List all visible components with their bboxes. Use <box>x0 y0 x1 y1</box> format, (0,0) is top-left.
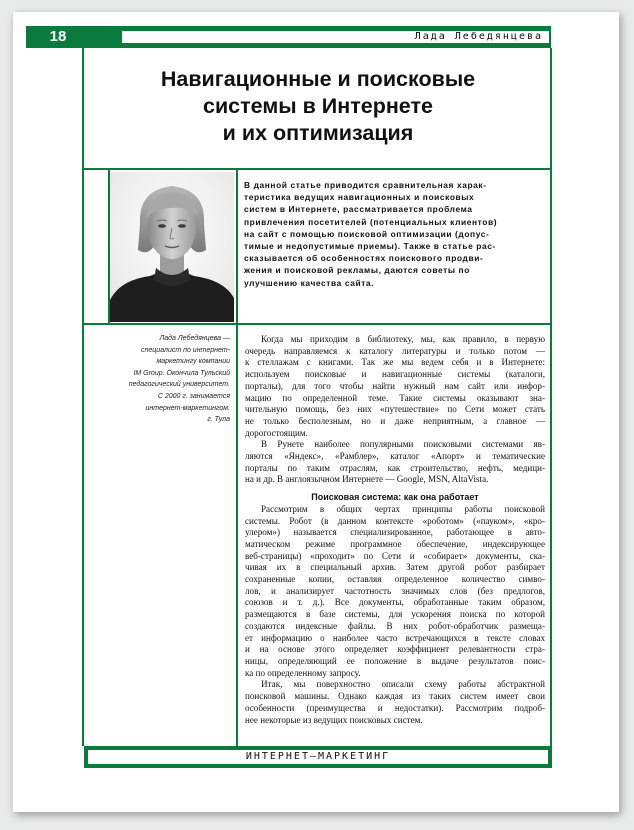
body-line: ляются «Яндекс», «Рамблер», каталог «Апорт» и тематические <box>245 451 545 462</box>
caption-line: специалист по интернет- <box>141 346 230 354</box>
body-line: очередь направляемся к каталогу литературы и только потом — <box>245 345 545 356</box>
abstract-line: систем в Интернете, рассматривается проблема <box>244 204 473 215</box>
author-caption <box>104 333 230 426</box>
author-photo <box>110 172 234 322</box>
title-line: системы в Интернете <box>203 94 433 118</box>
body-line: создаются индексные файлы. В них робот-обработчик размеща- <box>245 620 545 631</box>
body-line: ка по определенному запросу. <box>245 667 361 678</box>
article-abstract <box>244 179 544 289</box>
body-line: поисковой машины. Однако каждая из таких систем имеет свои <box>245 691 545 702</box>
body-line: на и др. В англоязычном Интернете — Google, MSN, AltaVista. <box>245 474 489 485</box>
page-number: 18 <box>49 28 67 45</box>
body-line: ницы, определяющий ее положение в выдаче результатов поис- <box>245 655 545 666</box>
caption-line: г. Тула <box>207 416 230 424</box>
paragraph-intro-2 <box>245 439 545 486</box>
abstract-line: жения и поисковой рекламы, даются советы по <box>244 265 470 276</box>
article-title <box>84 66 552 147</box>
abstract-divider <box>82 323 552 325</box>
caption-line: IM Group. Окончила Тульский <box>133 369 230 377</box>
body-line: сохраненные копии, оставляя определенное количество симво- <box>245 574 545 585</box>
article-body <box>245 334 545 726</box>
body-line: особенности (преимущества и недостатки). Рассмотрим подроб- <box>245 702 545 713</box>
body-line: размещаются в базе системы, для ускорения поиска по которой <box>245 609 545 620</box>
body-line: В Рунете наиболее популярными поисковыми системами яв- <box>261 439 545 450</box>
caption-line: Лада Лебедянцева — <box>159 335 230 342</box>
abstract-line: улучшению качества сайта. <box>244 277 375 288</box>
body-line: матическом режиме программное обеспечение, индексирующее <box>245 538 545 549</box>
body-line: не только бесполезным, но и даже неприятным, а главное — <box>245 415 545 426</box>
paragraph-section-1 <box>245 504 545 680</box>
abstract-line: тимые и недопустимые приемы). Также в статье рас- <box>244 241 496 252</box>
body-line: союзов и т. д.). Все документы, обработанные таким образом, <box>245 597 545 608</box>
page-footer-bar <box>84 746 552 768</box>
caption-line: маркетингу компании <box>156 358 230 366</box>
body-line: к стеллажам с книгами. Так же мы ведем себя и в Интернете: <box>245 357 545 368</box>
abstract-line: привлечения посетителей (потенциальных клиентов) <box>244 216 498 227</box>
body-line: лов, и анализирует частотность значимых слов (без предлогов, <box>245 585 545 596</box>
abstract-line: сказывается об особенностях поискового продви- <box>244 253 484 264</box>
section-heading: Поисковая система: как она работает <box>311 492 479 503</box>
body-line: чительную помощь, без них «путешествие» по Сети может стать <box>245 404 545 415</box>
body-line: нее некоторые из ведущих поисковых систем. <box>245 714 423 725</box>
title-line: Навигационные и поисковые <box>160 67 476 91</box>
body-line: и на основе этого определяет коэффициент релевантности стра- <box>245 644 545 655</box>
abstract-line: В данной статье приводится сравнительная харак- <box>244 180 487 190</box>
body-line: мацию по определенной теме. Такие системы оказывают зна- <box>245 392 545 403</box>
author-portrait-image <box>110 172 234 322</box>
body-line: ет информацию о наиболее часто встречающихся в тексте словах <box>245 632 545 643</box>
caption-line: С 2000 г. занимается <box>157 392 230 400</box>
body-line: чивая их в специальный архив. Затем другой робот разбирает <box>245 562 545 573</box>
page-header-bar <box>26 26 551 48</box>
title-line: и их оптимизация <box>222 121 414 145</box>
running-head-author-text: Лада Лебедянцева <box>414 31 543 42</box>
caption-line: педагогический университет. <box>128 381 230 389</box>
body-line: дорогостоящим. <box>245 427 308 438</box>
title-divider <box>82 168 552 170</box>
body-line: системы. Робот (в данном контексте «роботом» («пауком», «кро- <box>245 515 545 526</box>
body-line: Когда мы приходим в библиотеку, мы, как правило, в первую <box>261 334 545 344</box>
abstract-line: теристика ведущих навигационных и поисковых <box>244 192 475 203</box>
body-line: Итак, мы поверхностно описали схему работы абстрактной <box>261 679 545 690</box>
rubric-label: ИНТЕРНЕТ–МАРКЕТИНГ <box>88 750 548 764</box>
body-line: веб-страницы) «проходит» по Сети и «собирает» документы, ска- <box>245 550 545 561</box>
paragraph-section-2 <box>245 679 545 726</box>
abstract-line: на сайт с помощью поисковой оптимизации (допус- <box>244 228 490 239</box>
body-line: порталы по таким отраслям, как строительство, нефть, медици- <box>245 462 545 473</box>
body-line: улером») называется специализированное, работающее в авто- <box>245 527 545 538</box>
column-divider <box>236 168 238 746</box>
frame-left-line <box>82 48 84 746</box>
body-line: используем поисковые и навигационные системы (каталоги, <box>245 369 545 380</box>
frame-right-line <box>550 48 552 746</box>
body-line: Рассмотрим в общих чертах принципы работы поисковой <box>261 503 545 514</box>
running-head-author <box>122 31 549 43</box>
caption-line: интернет-маркетингом. <box>145 404 230 412</box>
paragraph-intro-1 <box>245 334 545 439</box>
body-line: порталы), для того чтобы найти нужный нам сайт или инфор- <box>245 380 545 391</box>
